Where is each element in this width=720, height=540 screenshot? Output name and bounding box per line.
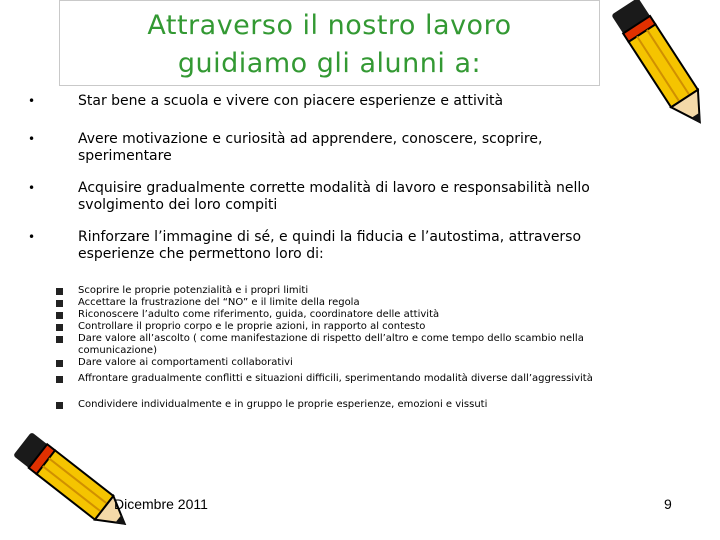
square-bullet-icon xyxy=(56,312,63,319)
sub-item-text: Dare valore ai comportamenti collaborativi xyxy=(78,357,293,368)
pencil-icon xyxy=(612,0,720,140)
square-bullet-icon xyxy=(56,376,63,383)
bullet-text: Acquisire gradualmente corrette modalità di lavoro e responsabilità nello svolgimento dei loro compiti xyxy=(78,180,590,213)
page-title-line-1: Attraverso il nostro lavoro xyxy=(147,10,512,41)
square-bullet-icon xyxy=(56,360,63,367)
sub-item-text: Riconoscere l’adulto come riferimento, guida, coordinatore delle attività xyxy=(78,309,440,320)
sub-item-text: Condividere individualmente e in gruppo le proprie esperienze, emozioni e vissuti xyxy=(78,399,488,410)
bullet-text: Avere motivazione e curiosità ad apprendere, conoscere, scoprire, sperimentare xyxy=(78,131,543,164)
sub-item-text: Controllare il proprio corpo e le proprie azioni, in rapporto al contesto xyxy=(78,321,426,332)
bullet-dot: • xyxy=(28,94,36,108)
footer-date: Dicembre 2011 xyxy=(114,496,208,512)
bullet-dot: • xyxy=(28,132,36,146)
bullet-dot: • xyxy=(28,230,36,244)
bullet-text: Rinforzare l’immagine di sé, e quindi la fiducia e l’autostima, attraverso esperienze che permettono loro di: xyxy=(78,229,582,262)
page-number: 9 xyxy=(664,496,672,512)
sub-item-text: Accettare la frustrazione del “NO” e il limite della regola xyxy=(78,297,360,308)
sub-item-text: Dare valore all’ascolto ( come manifestazione di rispetto dell’altro e come tempo dello scambio nella comunicazione) xyxy=(78,333,584,356)
bullet-dot: • xyxy=(28,181,36,195)
sub-item-text: Scoprire le proprie potenzialità e i propri limiti xyxy=(78,285,309,296)
square-bullet-icon xyxy=(56,300,63,307)
square-bullet-icon xyxy=(56,402,63,409)
page-title-line-2: guidiamo gli alunni a: xyxy=(177,48,482,79)
pencil-icon xyxy=(0,430,150,540)
bullet-text: Star bene a scuola e vivere con piacere esperienze e attività xyxy=(78,93,504,109)
square-bullet-icon xyxy=(56,336,63,343)
title-box xyxy=(59,0,600,86)
square-bullet-icon xyxy=(56,288,63,295)
square-bullet-icon xyxy=(56,324,63,331)
sub-item-text: Affrontare gradualmente conflitti e situazioni difficili, sperimentando modalità diverse dall’aggressività xyxy=(78,373,593,384)
